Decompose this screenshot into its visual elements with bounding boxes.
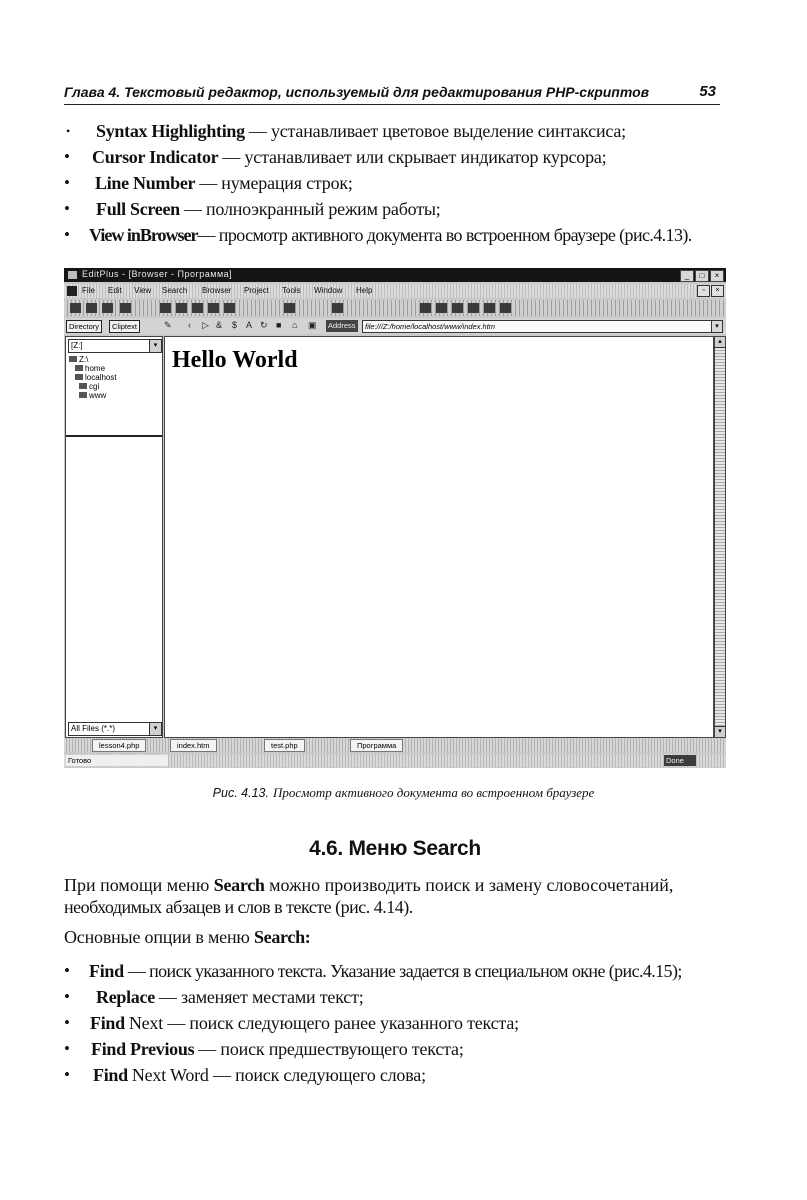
- status-done: Done: [664, 755, 696, 766]
- restore-icon[interactable]: ▫: [697, 285, 710, 297]
- menu-bar: [64, 284, 726, 298]
- tree-item-label: www: [89, 391, 107, 400]
- option-description: — устанавливает или скрывает индикатор курсора;: [222, 147, 607, 167]
- folder-icon: [79, 383, 87, 389]
- window-titlebar: [64, 268, 726, 282]
- tree-item-label: localhost: [85, 373, 117, 382]
- figure-number: Рис. 4.13.: [212, 786, 269, 800]
- menu-help[interactable]: Help: [356, 286, 373, 295]
- chevron-down-icon[interactable]: ▾: [711, 320, 723, 333]
- drive-icon: [69, 356, 77, 362]
- font-icon[interactable]: [332, 303, 343, 313]
- main-toolbar: [64, 300, 726, 316]
- option-term: Line Number: [95, 173, 196, 193]
- paste-icon[interactable]: [192, 303, 203, 313]
- list-item: [64, 170, 744, 196]
- menu-browser[interactable]: Browser: [202, 286, 232, 295]
- document-tabs: [64, 738, 726, 752]
- list-item: [64, 984, 744, 1010]
- settings-icon[interactable]: ▣: [308, 320, 317, 330]
- drive-value: [Z:]: [71, 341, 83, 350]
- tree-item-label: cgi: [89, 382, 100, 391]
- lead-text: Основные опции в меню: [64, 927, 254, 947]
- tile-icon[interactable]: [484, 303, 495, 313]
- cut-icon[interactable]: [160, 303, 171, 313]
- browser-toolbar: [64, 318, 726, 334]
- option-term: Cursor Indicator: [92, 147, 219, 167]
- chevron-down-icon[interactable]: ▾: [149, 340, 161, 352]
- print-icon[interactable]: [120, 303, 131, 313]
- address-input[interactable]: file:///Z:/home/localhost/www/index.htm: [362, 320, 716, 333]
- document-icon: [67, 286, 77, 296]
- menu-project[interactable]: Project: [244, 286, 269, 295]
- tree-item[interactable]: [69, 391, 117, 400]
- option-description: — поиск указанного текста. Указание задается в специальном окне (рис.4.15);: [127, 961, 682, 981]
- options-lead-paragraph: [64, 926, 726, 948]
- search-menu-options-list: [64, 958, 744, 1088]
- list-item: [64, 118, 744, 144]
- tree-item[interactable]: [69, 373, 117, 382]
- tree-item-label: Z:\: [79, 355, 89, 364]
- page-heading: Hello World: [172, 347, 298, 373]
- delete-icon[interactable]: [208, 303, 219, 313]
- menu-file[interactable]: File: [82, 286, 95, 295]
- home-icon[interactable]: ⌂: [292, 320, 298, 330]
- filter-value: All Files (*.*): [71, 724, 116, 733]
- list-item: [64, 1062, 744, 1088]
- option-term: Find: [89, 961, 124, 981]
- tree-item[interactable]: [69, 355, 117, 364]
- grid-icon[interactable]: [436, 303, 447, 313]
- open-file-icon[interactable]: [86, 303, 97, 313]
- page-number: 53: [699, 83, 716, 100]
- list-item: [64, 1036, 744, 1062]
- menu-tools[interactable]: Tools: [282, 286, 301, 295]
- mdi-controls: [696, 285, 724, 297]
- option-description: — нумерация строк;: [199, 173, 353, 193]
- back-icon[interactable]: ‹: [188, 320, 191, 330]
- editplus-screenshot-figure: [64, 268, 726, 768]
- maximize-icon[interactable]: □: [695, 270, 709, 282]
- tree-item[interactable]: [69, 382, 117, 391]
- intro-text: При помощи меню: [64, 875, 214, 895]
- menu-view[interactable]: View: [134, 286, 152, 295]
- search-term: Search:: [253, 927, 311, 947]
- font-a-icon[interactable]: A: [246, 320, 253, 330]
- tree-item-label: home: [85, 364, 106, 373]
- scroll-up-icon[interactable]: ▴: [715, 337, 725, 348]
- search-term: Search: [213, 875, 265, 895]
- running-header: [64, 82, 720, 105]
- tab-index[interactable]: index.htm: [170, 739, 217, 752]
- help-icon[interactable]: [500, 303, 511, 313]
- vertical-scrollbar[interactable]: [714, 336, 726, 738]
- option-description: — просмотр активного документа во встроенном браузере (рис.4.13).: [197, 225, 692, 245]
- option-term: View inBrowser: [89, 225, 198, 245]
- option-term: Find: [93, 1065, 128, 1085]
- menu-edit[interactable]: Edit: [108, 286, 122, 295]
- window-controls: [679, 270, 724, 281]
- directory-pane: [65, 336, 163, 738]
- option-term: Find: [90, 1013, 125, 1033]
- section-heading: 4.6. Меню Search: [309, 837, 481, 860]
- intro-paragraph: [64, 874, 726, 918]
- undo-icon[interactable]: [224, 303, 235, 313]
- folder-icon: [75, 374, 83, 380]
- caption-text: Просмотр активного документа во встроенном браузере: [272, 785, 595, 800]
- list-item: [64, 196, 744, 222]
- menu-window[interactable]: Window: [314, 286, 343, 295]
- option-term: Syntax Highlighting: [96, 121, 245, 141]
- list-item: [64, 958, 744, 984]
- list-item: [64, 222, 744, 248]
- tab-test[interactable]: test.php: [264, 739, 305, 752]
- option-term: Replace: [96, 987, 155, 1007]
- browser-view: [164, 336, 714, 738]
- pane-divider[interactable]: [66, 435, 162, 437]
- intro-text: необходимых абзацев и слов в тексте (рис. 4.14).: [64, 897, 413, 917]
- option-term: Full Screen: [96, 199, 180, 219]
- folder-icon: [75, 365, 83, 371]
- option-description: Next Word — поиск следующего слова;: [131, 1065, 426, 1085]
- menu-search[interactable]: Search: [162, 286, 188, 295]
- scroll-down-icon[interactable]: ▾: [715, 726, 725, 737]
- tree-item[interactable]: [69, 364, 117, 373]
- option-term: Find Previous: [91, 1039, 195, 1059]
- status-text: Готово: [66, 755, 168, 766]
- refresh-icon[interactable]: ↻: [260, 320, 268, 330]
- window-icon[interactable]: [468, 303, 479, 313]
- window-title: EditPlus - [Browser - Программа]: [82, 269, 233, 279]
- find-icon[interactable]: [284, 303, 295, 313]
- save-icon[interactable]: [102, 303, 113, 313]
- list-item: [64, 1010, 744, 1036]
- intro-text: можно производить поиск и замену словосочетаний,: [264, 875, 674, 895]
- tab-directory[interactable]: Directory: [66, 320, 102, 333]
- list-item: [64, 144, 744, 170]
- stop-icon[interactable]: ■: [276, 320, 282, 330]
- status-bar: [64, 754, 726, 767]
- folder-tree: [69, 355, 117, 400]
- copy-icon[interactable]: [176, 303, 187, 313]
- option-description: — устанавливает цветовое выделение синтаксиса;: [248, 121, 626, 141]
- option-description: — поиск предшествующего текста;: [198, 1039, 464, 1059]
- address-label: Address: [328, 321, 356, 330]
- view-menu-options-list: [64, 118, 744, 248]
- app-icon: [68, 271, 77, 279]
- view-icon[interactable]: [420, 303, 431, 313]
- tab-programma[interactable]: Программа: [350, 739, 403, 752]
- ampersand-icon[interactable]: &: [216, 320, 223, 330]
- option-description: — заменяет местами текст;: [158, 987, 364, 1007]
- chapter-title: Глава 4. Текстовый редактор, используемый для редактирования PHP-скриптов: [64, 84, 650, 100]
- tab-lesson4[interactable]: lesson4.php: [92, 739, 146, 752]
- option-description: — полноэкранный режим работы;: [183, 199, 441, 219]
- tab-cliptext[interactable]: Cliptext: [109, 320, 140, 333]
- chevron-down-icon[interactable]: ▾: [149, 723, 161, 735]
- new-file-icon[interactable]: [70, 303, 81, 313]
- pen-icon[interactable]: ✎: [164, 320, 172, 330]
- forward-icon[interactable]: ▷: [202, 320, 209, 330]
- folder-icon: [79, 392, 87, 398]
- browser-icon[interactable]: [452, 303, 463, 313]
- drive-select[interactable]: [68, 339, 162, 353]
- dollar-icon[interactable]: $: [232, 320, 238, 330]
- file-filter-select[interactable]: [68, 722, 162, 736]
- close-icon[interactable]: ×: [710, 270, 724, 282]
- option-description: Next — поиск следующего ранее указанного текста;: [128, 1013, 519, 1033]
- figure-caption: [0, 785, 807, 801]
- minimize-icon[interactable]: _: [680, 270, 694, 282]
- mdi-close-icon[interactable]: ×: [711, 285, 724, 297]
